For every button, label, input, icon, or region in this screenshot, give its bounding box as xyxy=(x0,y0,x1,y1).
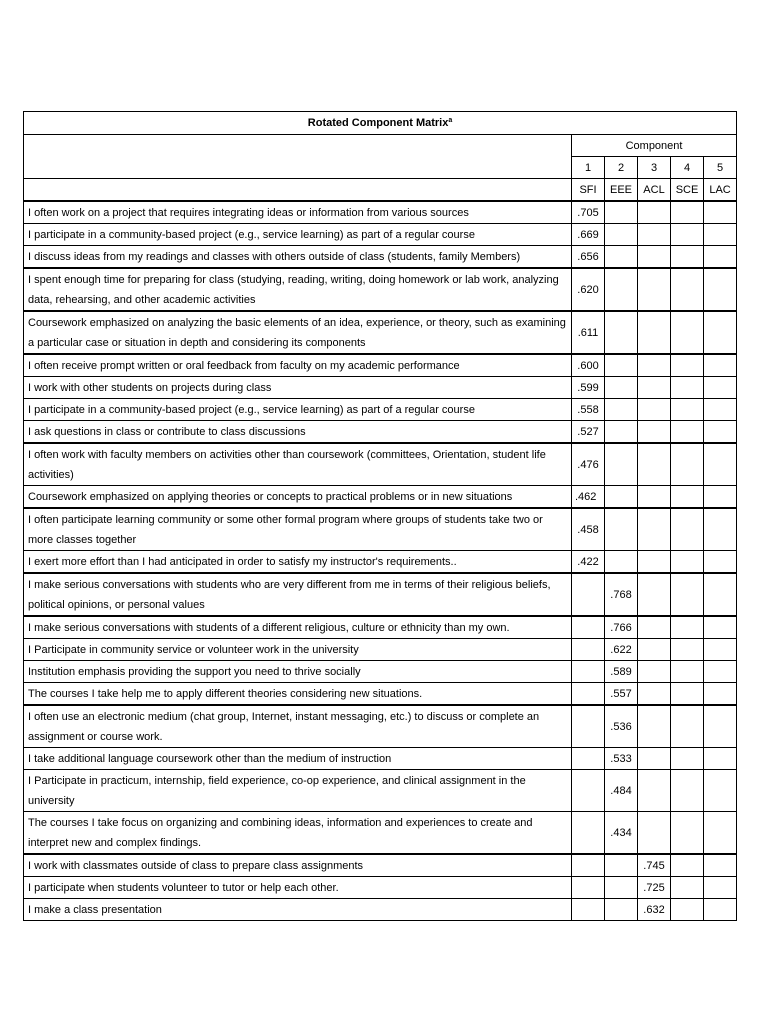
loading-value xyxy=(671,443,704,486)
component-header: Component xyxy=(572,135,737,157)
loading-value xyxy=(671,705,704,748)
loading-value xyxy=(605,443,638,486)
loading-value xyxy=(704,268,737,311)
loading-value: .766 xyxy=(605,616,638,639)
table-row xyxy=(24,705,737,748)
loading-value xyxy=(704,246,737,269)
loading-value: .557 xyxy=(605,683,638,706)
loading-value xyxy=(704,508,737,551)
loading-value xyxy=(638,443,671,486)
loading-value xyxy=(704,899,737,921)
loading-value xyxy=(671,421,704,444)
component-code: SFI xyxy=(572,179,605,202)
row-label: I participate when students volunteer to tutor or help each other. xyxy=(24,877,572,899)
loading-value xyxy=(704,224,737,246)
loading-value xyxy=(671,268,704,311)
loading-value xyxy=(671,551,704,574)
loading-value xyxy=(605,377,638,399)
loading-value: .745 xyxy=(638,854,671,877)
loading-value xyxy=(572,639,605,661)
row-label: I make serious conversations with students who are very different from me in terms of their religious beliefs, political opinions, or personal values xyxy=(24,573,572,616)
table-row xyxy=(24,224,737,246)
row-label: I participate in a community-based project (e.g., service learning) as part of a regular course xyxy=(24,399,572,421)
component-number: 1 xyxy=(572,157,605,179)
loading-value xyxy=(704,812,737,855)
loading-value xyxy=(572,683,605,706)
component-number: 2 xyxy=(605,157,638,179)
loading-value: .462 xyxy=(572,486,605,509)
component-number: 3 xyxy=(638,157,671,179)
loading-value xyxy=(638,551,671,574)
loading-value: .434 xyxy=(605,812,638,855)
row-label: I often work on a project that requires integrating ideas or information from various sources xyxy=(24,201,572,224)
loading-value xyxy=(638,486,671,509)
loading-value xyxy=(704,551,737,574)
loading-value xyxy=(671,573,704,616)
loading-value xyxy=(671,812,704,855)
loading-value: .705 xyxy=(572,201,605,224)
loading-value xyxy=(605,311,638,354)
component-number: 4 xyxy=(671,157,704,179)
table-row xyxy=(24,770,737,812)
loading-value xyxy=(671,246,704,269)
loading-value: .600 xyxy=(572,354,605,377)
loading-value xyxy=(638,616,671,639)
loading-value xyxy=(572,770,605,812)
loading-value: .620 xyxy=(572,268,605,311)
loading-value xyxy=(671,311,704,354)
loading-value xyxy=(671,201,704,224)
loading-value xyxy=(671,639,704,661)
table-row xyxy=(24,311,737,354)
row-label: I often use an electronic medium (chat group, Internet, instant messaging, etc.) to discuss or complete an assignment or course work. xyxy=(24,705,572,748)
loading-value xyxy=(671,683,704,706)
loading-value xyxy=(605,354,638,377)
row-label: The courses I take help me to apply different theories considering new situations. xyxy=(24,683,572,706)
loading-value xyxy=(704,573,737,616)
loading-value: .533 xyxy=(605,748,638,770)
loading-value xyxy=(704,201,737,224)
loading-value xyxy=(638,748,671,770)
loading-value xyxy=(605,899,638,921)
loading-value xyxy=(704,486,737,509)
loading-value xyxy=(704,661,737,683)
loading-value xyxy=(704,354,737,377)
loading-value xyxy=(605,508,638,551)
loading-value xyxy=(605,268,638,311)
table-row xyxy=(24,399,737,421)
loading-value xyxy=(704,748,737,770)
loading-value xyxy=(605,486,638,509)
table-row xyxy=(24,639,737,661)
loading-value xyxy=(572,854,605,877)
row-label: I make serious conversations with students of a different religious, culture or ethnicity than my own. xyxy=(24,616,572,639)
loading-value: .422 xyxy=(572,551,605,574)
loading-value xyxy=(704,421,737,444)
loading-value: .656 xyxy=(572,246,605,269)
loading-value: .458 xyxy=(572,508,605,551)
table-row xyxy=(24,899,737,921)
loading-value xyxy=(572,661,605,683)
loading-value xyxy=(704,311,737,354)
loading-value xyxy=(671,377,704,399)
loading-value xyxy=(638,268,671,311)
component-code: SCE xyxy=(671,179,704,202)
loading-value: .622 xyxy=(605,639,638,661)
table-row xyxy=(24,854,737,877)
loading-value xyxy=(638,224,671,246)
loading-value xyxy=(671,399,704,421)
loading-value xyxy=(638,705,671,748)
loading-value xyxy=(671,508,704,551)
loading-value xyxy=(671,224,704,246)
loading-value xyxy=(638,201,671,224)
loading-value xyxy=(704,705,737,748)
table-row xyxy=(24,268,737,311)
loading-value: .558 xyxy=(572,399,605,421)
loading-value xyxy=(572,705,605,748)
component-number: 5 xyxy=(704,157,737,179)
table-row xyxy=(24,377,737,399)
loading-value: .527 xyxy=(572,421,605,444)
row-label: The courses I take focus on organizing and combining ideas, information and experiences to create and interpret new and complex findings. xyxy=(24,812,572,855)
loading-value xyxy=(704,854,737,877)
table-row xyxy=(24,443,737,486)
loading-value xyxy=(638,661,671,683)
table-row xyxy=(24,683,737,706)
loading-value xyxy=(605,854,638,877)
loading-value: .725 xyxy=(638,877,671,899)
loading-value xyxy=(704,639,737,661)
table-row xyxy=(24,508,737,551)
loading-value xyxy=(572,899,605,921)
loading-value xyxy=(638,508,671,551)
table-row xyxy=(24,354,737,377)
loading-value xyxy=(572,877,605,899)
table-row xyxy=(24,877,737,899)
loading-value xyxy=(638,311,671,354)
loading-value: .599 xyxy=(572,377,605,399)
loading-value xyxy=(671,486,704,509)
loading-value xyxy=(638,573,671,616)
table-row xyxy=(24,748,737,770)
header-blank-cell xyxy=(24,179,572,202)
loading-value: .632 xyxy=(638,899,671,921)
row-label: Coursework emphasized on analyzing the basic elements of an idea, experience, or theory, such as examining a particular case or situation in depth and considering its components xyxy=(24,311,572,354)
loading-value xyxy=(605,421,638,444)
table-row xyxy=(24,661,737,683)
loading-value xyxy=(638,377,671,399)
loading-value: .476 xyxy=(572,443,605,486)
table-row xyxy=(24,246,737,269)
loading-value xyxy=(572,616,605,639)
row-label: I participate in a community-based project (e.g., service learning) as part of a regular course xyxy=(24,224,572,246)
table-row xyxy=(24,812,737,855)
loading-value xyxy=(704,399,737,421)
loading-value xyxy=(638,399,671,421)
table-row xyxy=(24,551,737,574)
component-code: LAC xyxy=(704,179,737,202)
table-row xyxy=(24,573,737,616)
loading-value xyxy=(572,812,605,855)
row-label: I ask questions in class or contribute to class discussions xyxy=(24,421,572,444)
table-row xyxy=(24,201,737,224)
table-title-superscript: a xyxy=(448,117,453,124)
row-label: I Participate in practicum, internship, field experience, co-op experience, and clinical assignment in the university xyxy=(24,770,572,812)
header-blank-cell xyxy=(24,135,572,179)
loading-value xyxy=(605,399,638,421)
loading-value xyxy=(704,377,737,399)
row-label: I work with classmates outside of class to prepare class assignments xyxy=(24,854,572,877)
loading-value: .669 xyxy=(572,224,605,246)
row-label: I often receive prompt written or oral feedback from faculty on my academic performance xyxy=(24,354,572,377)
table-row xyxy=(24,421,737,444)
loading-value xyxy=(704,443,737,486)
loading-value xyxy=(671,899,704,921)
loading-value xyxy=(671,854,704,877)
loading-value xyxy=(572,573,605,616)
component-code: ACL xyxy=(638,179,671,202)
loading-value xyxy=(671,770,704,812)
component-code: EEE xyxy=(605,179,638,202)
loading-value xyxy=(638,639,671,661)
loading-value: .536 xyxy=(605,705,638,748)
loading-value: .768 xyxy=(605,573,638,616)
loading-value xyxy=(704,770,737,812)
rotated-component-matrix-table xyxy=(23,111,737,921)
row-label: I often work with faculty members on activities other than coursework (committees, Orientation, student life activities) xyxy=(24,443,572,486)
loading-value xyxy=(671,661,704,683)
row-label: I discuss ideas from my readings and classes with others outside of class (students, family Members) xyxy=(24,246,572,269)
loading-value xyxy=(671,748,704,770)
loading-value xyxy=(638,421,671,444)
row-label: Coursework emphasized on applying theories or concepts to practical problems or in new situations xyxy=(24,486,572,509)
row-label: I spent enough time for preparing for class (studying, reading, writing, doing homework or lab work, analyzing data, rehearsing, and other academic activities xyxy=(24,268,572,311)
table-row xyxy=(24,616,737,639)
row-label: I Participate in community service or volunteer work in the university xyxy=(24,639,572,661)
row-label: Institution emphasis providing the support you need to thrive socially xyxy=(24,661,572,683)
loading-value xyxy=(704,616,737,639)
loading-value: .484 xyxy=(605,770,638,812)
loading-value xyxy=(671,354,704,377)
loading-value xyxy=(704,877,737,899)
loading-value xyxy=(605,877,638,899)
loading-value xyxy=(638,770,671,812)
row-label: I work with other students on projects during class xyxy=(24,377,572,399)
loading-value xyxy=(638,354,671,377)
loading-value xyxy=(671,877,704,899)
loading-value xyxy=(638,246,671,269)
loading-value xyxy=(605,551,638,574)
loading-value xyxy=(572,748,605,770)
loading-value: .611 xyxy=(572,311,605,354)
row-label: I exert more effort than I had anticipated in order to satisfy my instructor's requirements.. xyxy=(24,551,572,574)
loading-value xyxy=(605,201,638,224)
loading-value: .589 xyxy=(605,661,638,683)
table-title: Rotated Component Matrix$^a$ xyxy=(24,112,737,135)
loading-value xyxy=(638,683,671,706)
loading-value xyxy=(638,812,671,855)
row-label: I often participate learning community or some other formal program where groups of students take two or more classes together xyxy=(24,508,572,551)
loading-value xyxy=(671,616,704,639)
loading-value xyxy=(704,683,737,706)
table-row xyxy=(24,486,737,509)
loading-value xyxy=(605,246,638,269)
row-label: I make a class presentation xyxy=(24,899,572,921)
loading-value xyxy=(605,224,638,246)
row-label: I take additional language coursework other than the medium of instruction xyxy=(24,748,572,770)
